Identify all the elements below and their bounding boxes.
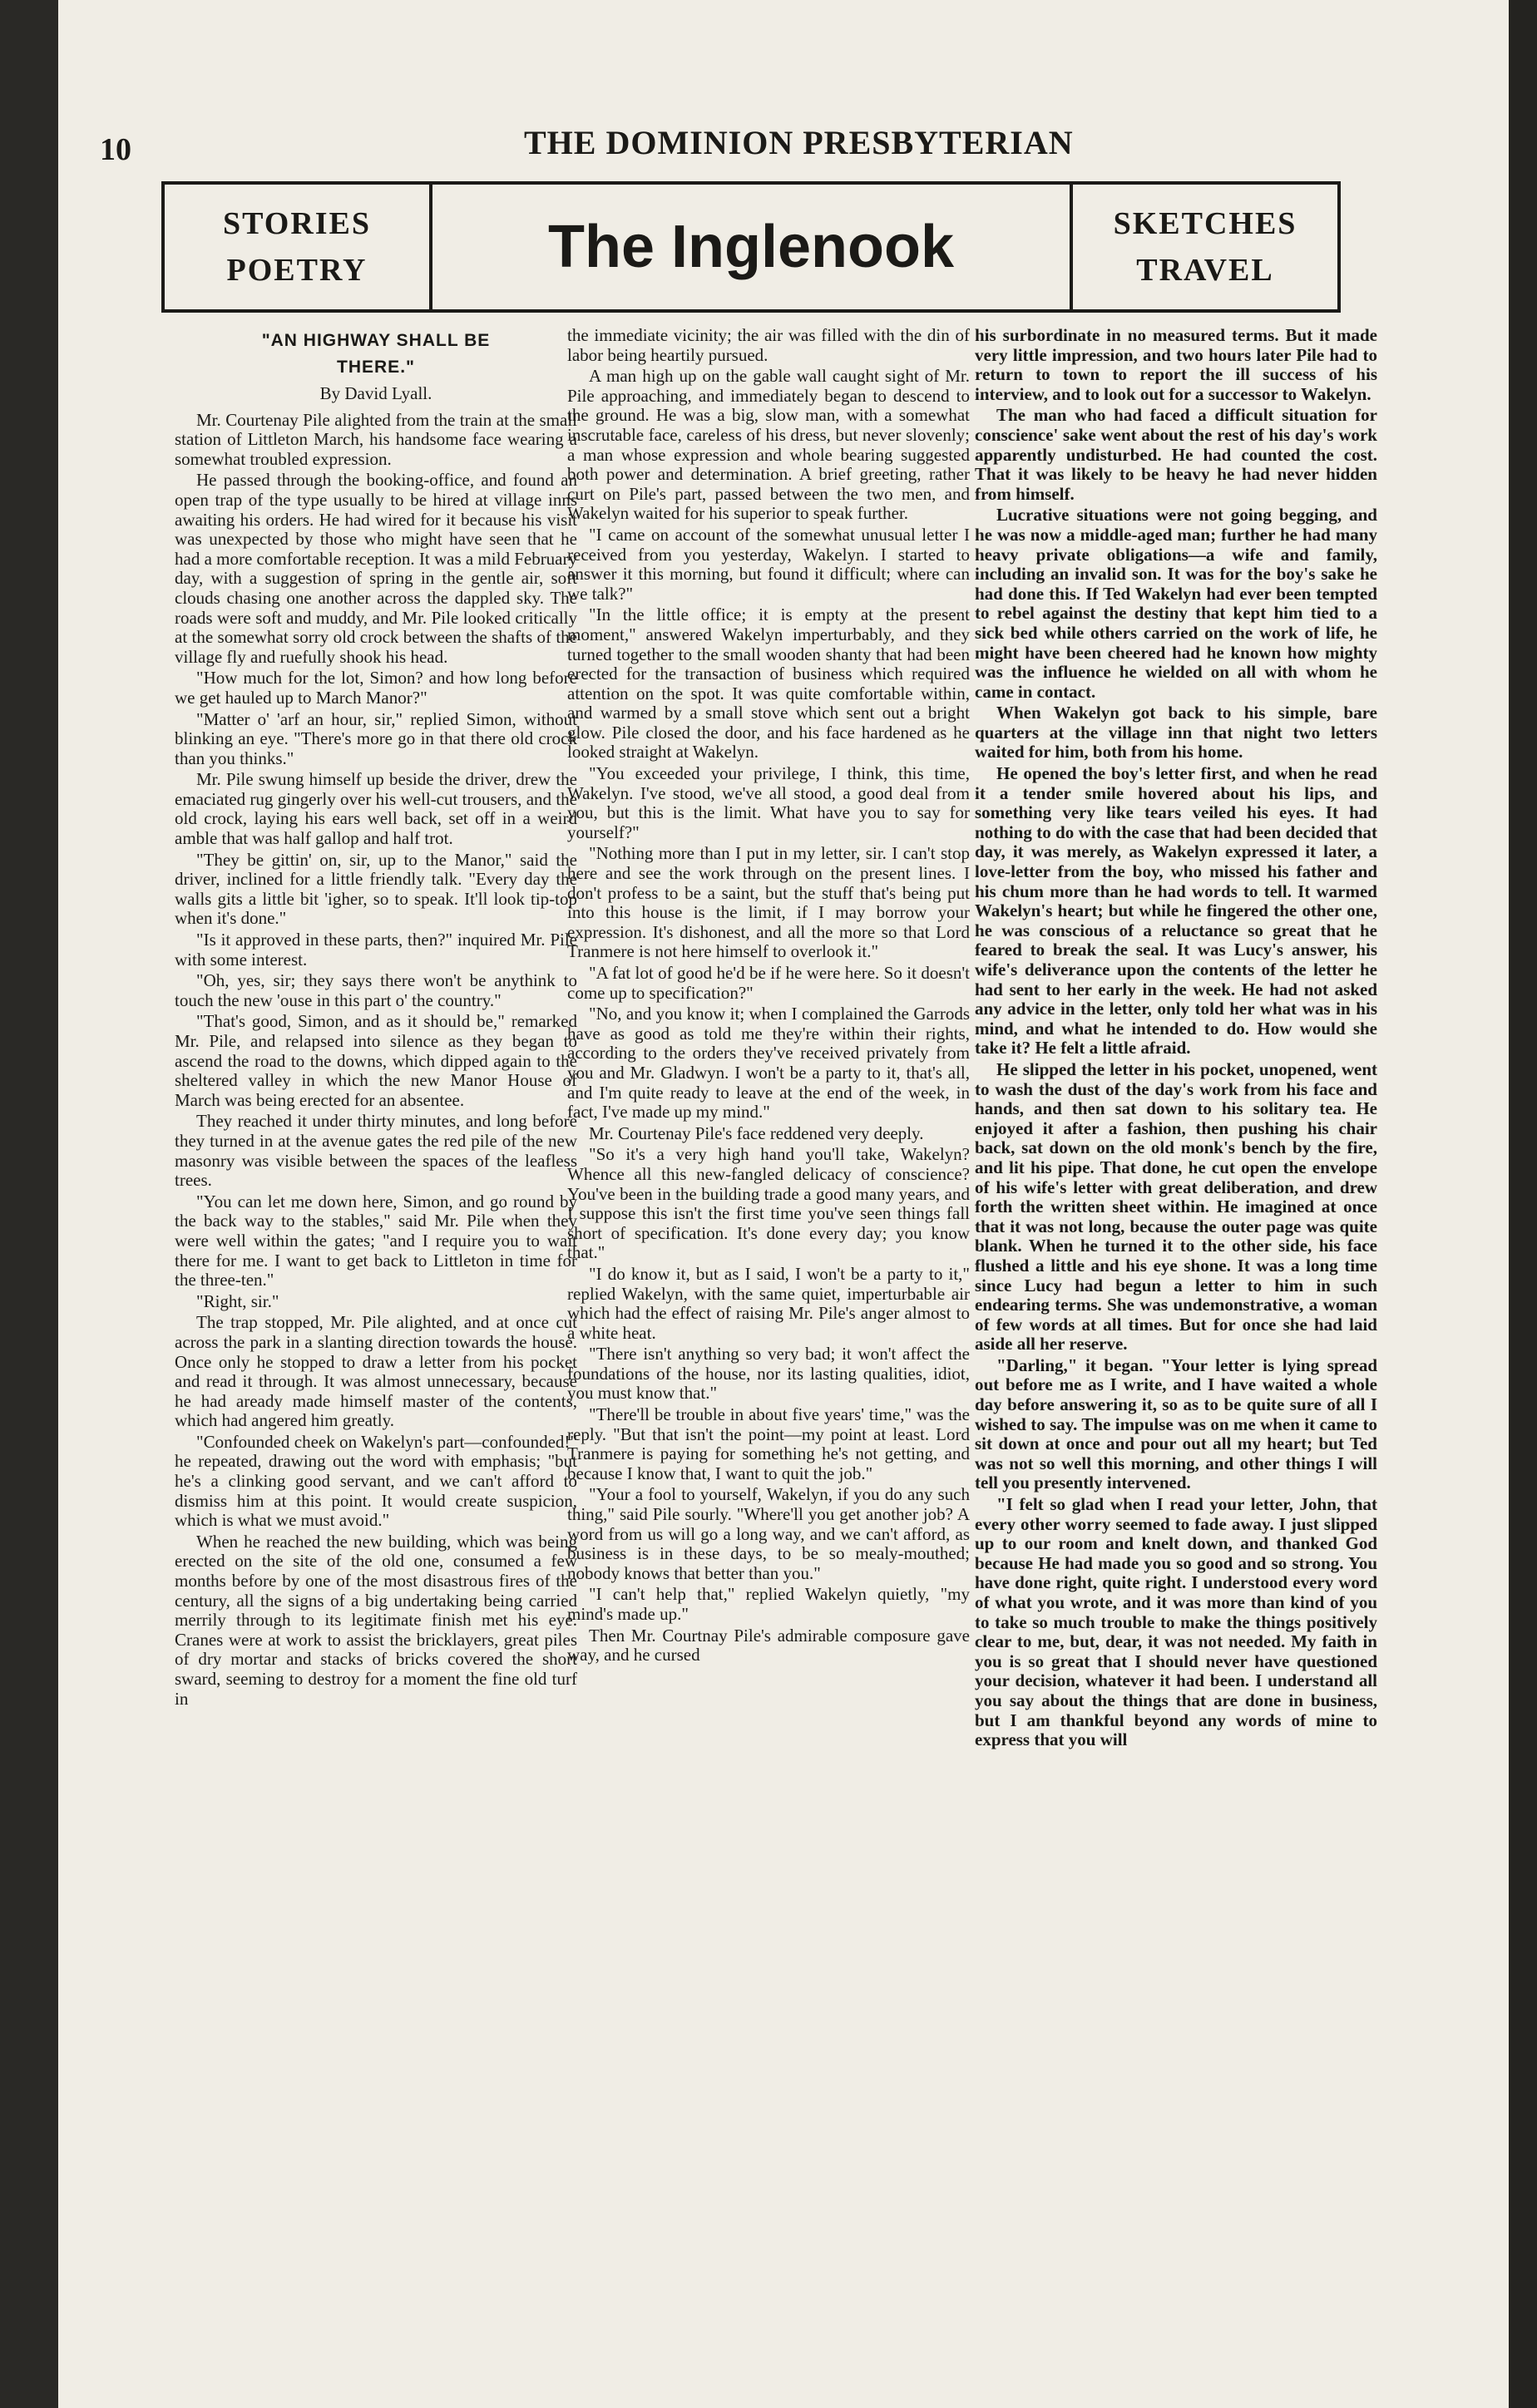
column-2-body <box>567 326 970 1665</box>
article-paragraph: "So it's a very high hand you'll take, Wakelyn? Whence all this new-fangled delicacy of conscience? You've been in the building trade a good many years, and I suppose this isn't the first time you've seen things fall short of specification. It's done every day; you know that." <box>567 1144 970 1263</box>
article-paragraph: When he reached the new building, which was being erected on the site of the old one, consumed a few months before by one of the most disastrous fires of the century, all the signs of a big undertaking being carried merrily through to its legitimate finish met his eye. Cranes were at work to assist the bricklayers, great piles of dry mortar and stacks of bricks covered the short sward, seeming to destroy for a moment the fine old turf in <box>175 1531 577 1709</box>
article-paragraph: "I do know it, but as I said, I won't be a party to it," replied Wakelyn, with the same quiet, imperturbable air which had the effect of raising Mr. Pile's anger almost to a white heat. <box>567 1263 970 1343</box>
scan-edge-right <box>1509 0 1537 2408</box>
banner-right-box <box>1070 185 1337 309</box>
article-paragraph: the immediate vicinity; the air was filled with the din of labor being heartily pursued. <box>567 326 970 365</box>
article-paragraph: "How much for the lot, Simon? and how long before we get hauled up to March Manor?" <box>175 668 577 708</box>
column-1-body <box>175 411 577 1710</box>
article-paragraph: "You can let me down here, Simon, and go round by the back way to the stables," said Mr. Pile when they were well within the gates; "and I require you to wait there for me. I want to get back to Littleton in time for the three-ten." <box>175 1191 577 1290</box>
article-paragraph: When Wakelyn got back to his simple, bare quarters at the village inn that night two letters waited for him, both from his home. <box>975 703 1377 762</box>
article-paragraph: "A fat lot of good he'd be if he were here. So it doesn't come up to specification?" <box>567 963 970 1003</box>
article-title-line-2: THERE." <box>337 358 415 377</box>
article-paragraph: "I felt so glad when I read your letter, John, that every other worry seemed to fade away. I just slipped up to our room and knelt down, and thanked God because He had made you so good and so strong. You have done right, quite right. I understood every word of what you wrote, and it was more than kind of you to take so much trouble to make the things positively clear to me, but, dear, it was not needed. My faith in you is so great that I should never have questioned your decision, whatever it had been. I understand all you say about the things that are done in business, but I am thankful beyond any words of mine to express that you will <box>975 1494 1377 1750</box>
banner-left-line-1: STORIES <box>222 206 372 241</box>
article-paragraph: Mr. Courtenay Pile alighted from the train at the small station of Littleton March, his handsome face wearing a somewhat troubled expression. <box>175 409 577 469</box>
article-paragraph: "Nothing more than I put in my letter, sir. I can't stop here and see the work through on the present lines. I don't profess to be a saint, but the stuff that's being put into this house is the limit, if I may borrow your expression. It's dishonest, and all the more so that Lord Tranmere is not here himself to overlook it." <box>567 843 970 962</box>
article-paragraph: "Is it approved in these parts, then?" inquired Mr. Pile with some interest. <box>175 930 577 970</box>
article-paragraph: They reached it under thirty minutes, and long before they turned in at the avenue gates the red pile of the new masonry was visible between the spaces of the leafless trees. <box>175 1111 577 1191</box>
article-paragraph: The man who had faced a difficult situation for conscience' sake went about the rest of his day's work apparently undisturbed. He had counted the cost. That it was likely to be heavy he had never hidden from himself. <box>975 405 1377 504</box>
running-head: THE DOMINION PRESBYTERIAN <box>524 124 1074 161</box>
article-paragraph: "I came on account of the somewhat unusual letter I received from you yesterday, Wakelyn. I started to answer it this morning, but found it difficult; where can we talk?" <box>567 524 970 604</box>
column-3-body <box>975 326 1377 1750</box>
scan-edge-left <box>0 0 58 2408</box>
article-byline: By David Lyall. <box>319 383 432 403</box>
article-paragraph: "Darling," it began. "Your letter is lying spread out before me as I write, and I have waited a whole day before answering it, so as to be quite sure of all I wished to say. The impulse was on me when it came to sit down at once and pour out all my heart; but Ted was not so well this morning, and other things I will tell you presently intervened. <box>975 1354 1377 1493</box>
banner-right-line-1: SKETCHES <box>1113 206 1297 241</box>
article-paragraph: "Confounded cheek on Wakelyn's part—confounded!" he repeated, drawing out the word with emphasis; "but he's a clinking good servant, and we can't afford to dismiss him at this point. It would create suspicion, which is what we must avoid." <box>175 1431 577 1531</box>
article-column-3 <box>975 326 1377 2388</box>
banner-left-box <box>165 185 432 309</box>
article-paragraph: He opened the boy's letter first, and when he read it a tender smile hovered about his lips, and something very like tears veiled his eyes. It had nothing to do with the case that had been decided that day, it was merely, as Wakelyn expressed it later, a love-letter from the boy, who missed his father and his chum more than he had words to tell. It warmed Wakelyn's heart; but while he fingered the other one, he was conscious of a reluctance so great that he feared to break the seal. It was Lucy's answer, his wife's deliverance upon the contents of the letter he had sent to her early in the week. He had not asked any advice in the letter, only told her what was in his mind, and what he intended to do. How would she take it? He felt a little afraid. <box>975 763 1377 1058</box>
article-paragraph: "There'll be trouble in about five years' time," was the reply. "But that isn't the point—my point at least. Lord Tranmere is paying for something he's not getting, and because I know that, I want to quit the job." <box>567 1404 970 1483</box>
article-paragraph: A man high up on the gable wall caught sight of Mr. Pile approaching, and immediately began to descend to the ground. He was a big, slow man, with a somewhat inscrutable face, careless of his dress, but never slovenly; a man whose expression and whole bearing suggested both power and determination. A brief greeting, rather curt on Pile's part, passed between the two men, and Wakelyn waited for his superior to speak further. <box>567 366 970 524</box>
article-paragraph: "No, and you know it; when I complained the Garrods have as good as told me they're within their rights, according to the orders they've received privately from you and Mr. Gladwyn. I won't be a party to it, that's all, and I'm quite ready to leave at the end of the week, in fact, I've made up my mind." <box>567 1004 970 1123</box>
article-paragraph: "There isn't anything so very bad; it won't affect the foundations of the house, nor its lasting qualities, idiot, you must know that." <box>567 1344 970 1404</box>
article-column-2 <box>567 326 970 2388</box>
article-paragraph: "You exceeded your privilege, I think, this time, Wakelyn. I've stood, we've all stood, a good deal from you, but this is the limit. What have you to say for yourself?" <box>567 763 970 842</box>
article-paragraph: He slipped the letter in his pocket, unopened, went to wash the dust of the day's work from his face and hands, and then sat down to his solitary tea. He enjoyed it after a fashion, then pushing his chair back, sat down on the old monk's bench by the fire, and lit his pipe. That done, he cut open the envelope of his wife's letter with great deliberation, and drew forth the written sheet within. He imagined at once that it was not long, because the outer page was quite blank. When he turned it to the other side, his face flushed a little and his eye shone. It was a long time since Lucy had begun a letter to him in such endearing terms. She was undemonstrative, a woman of few words at all times. But for once she had laid aside all her reserve. <box>975 1058 1377 1354</box>
section-banner <box>161 181 1341 313</box>
article-paragraph: The trap stopped, Mr. Pile alighted, and at once cut across the park in a slanting direction towards the house. Once only he stopped to draw a letter from his pocket and read it through. It was almost unnecessary, because he had aready made himself master of the contents, which had angered him greatly. <box>175 1312 577 1431</box>
article-paragraph: "I can't help that," replied Wakelyn quietly, "my mind's made up." <box>567 1584 970 1624</box>
section-title: The Inglenook <box>547 214 954 280</box>
article-paragraph: "Right, sir." <box>196 1290 279 1311</box>
article-paragraph: Mr. Courtenay Pile's face reddened very deeply. <box>589 1123 924 1143</box>
article-paragraph: He passed through the booking-office, and found an open trap of the type usually to be hired at village inns awaiting his orders. He had wired for it because his visit was unexpected by those who might have seen that he had a more comfortable reception. It was a mild February day, with a suggestion of spring in the gentle air, soft clouds chasing one another across the dappled sky. The roads were soft and muddy, and Mr. Pile looked critically at the somewhat sorry old crock between the shafts of the village fly and ruefully shook his head. <box>175 470 577 667</box>
article-paragraph: "Matter o' 'arf an hour, sir," replied Simon, without blinking an eye. "There's more go in that there old crock than you thinks." <box>175 708 577 768</box>
article-paragraph: Mr. Pile swung himself up beside the driver, drew the emaciated rug gingerly over his well-cut trousers, and the old crock, laying his ears well back, set off in a weird amble that was half gallop and half trot. <box>175 769 577 849</box>
article-paragraph: Then Mr. Courtnay Pile's admirable composure gave way, and he cursed <box>567 1625 970 1665</box>
article-paragraph: "In the little office; it is empty at the present moment," answered Wakelyn imperturbably, and they turned together to the small wooden shanty that had been erected for the transaction of business which required attention on the spot. It was quite comfortable within, and warmed by a small stove which sent out a bright glow. Pile closed the door, and his face hardened as he looked straight at Wakelyn. <box>567 604 970 762</box>
article-paragraph: "Oh, yes, sir; they says there won't be anythink to touch the new 'ouse in this part o' the country." <box>175 970 577 1010</box>
article-paragraph: his surbordinate in no measured terms. But it made very little impression, and two hours later Pile had to return to town to report the ill success of his interview, and to look out for a successor to Wakelyn. <box>975 326 1377 404</box>
banner-right-line-2: TRAVEL <box>1136 253 1274 288</box>
article-column-1 <box>175 326 577 2388</box>
article-paragraph: "They be gittin' on, sir, up to the Manor," said the driver, inclined for a little friendly talk. "Every day the walls gits a little bit 'igher, so to speak. It'll look tip-top when it's done." <box>175 849 577 929</box>
page-number: 10 <box>100 132 131 167</box>
article-title-line-1: "AN HIGHWAY SHALL BE <box>261 331 491 350</box>
article-paragraph: Lucrative situations were not going begging, and he was now a middle-aged man; further he had many heavy private obligations—a wife and family, including an invalid son. It was for the boy's sake he had done this. If Ted Wakelyn had ever been tempted to rebel against the destiny that kept him tied to a sick bed while others carried on the work of life, he might have been cheered had he known how mighty was the influence he wielded on all with whom he came in contact. <box>975 505 1377 702</box>
banner-left-line-2: POETRY <box>226 253 368 288</box>
article-paragraph: "Your a fool to yourself, Wakelyn, if you do any such thing," said Pile sourly. "Where'll you get another job? A word from us will go a long way, and we can't afford, as business is in these days, to be so mealy-mouthed; nobody knows that better than you." <box>567 1484 970 1583</box>
article-paragraph: "That's good, Simon, and as it should be," remarked Mr. Pile, and relapsed into silence as they began to ascend the road to the downs, which dipped again to the sheltered valley in which the new Manor House of March was being erected for an absentee. <box>175 1011 577 1110</box>
